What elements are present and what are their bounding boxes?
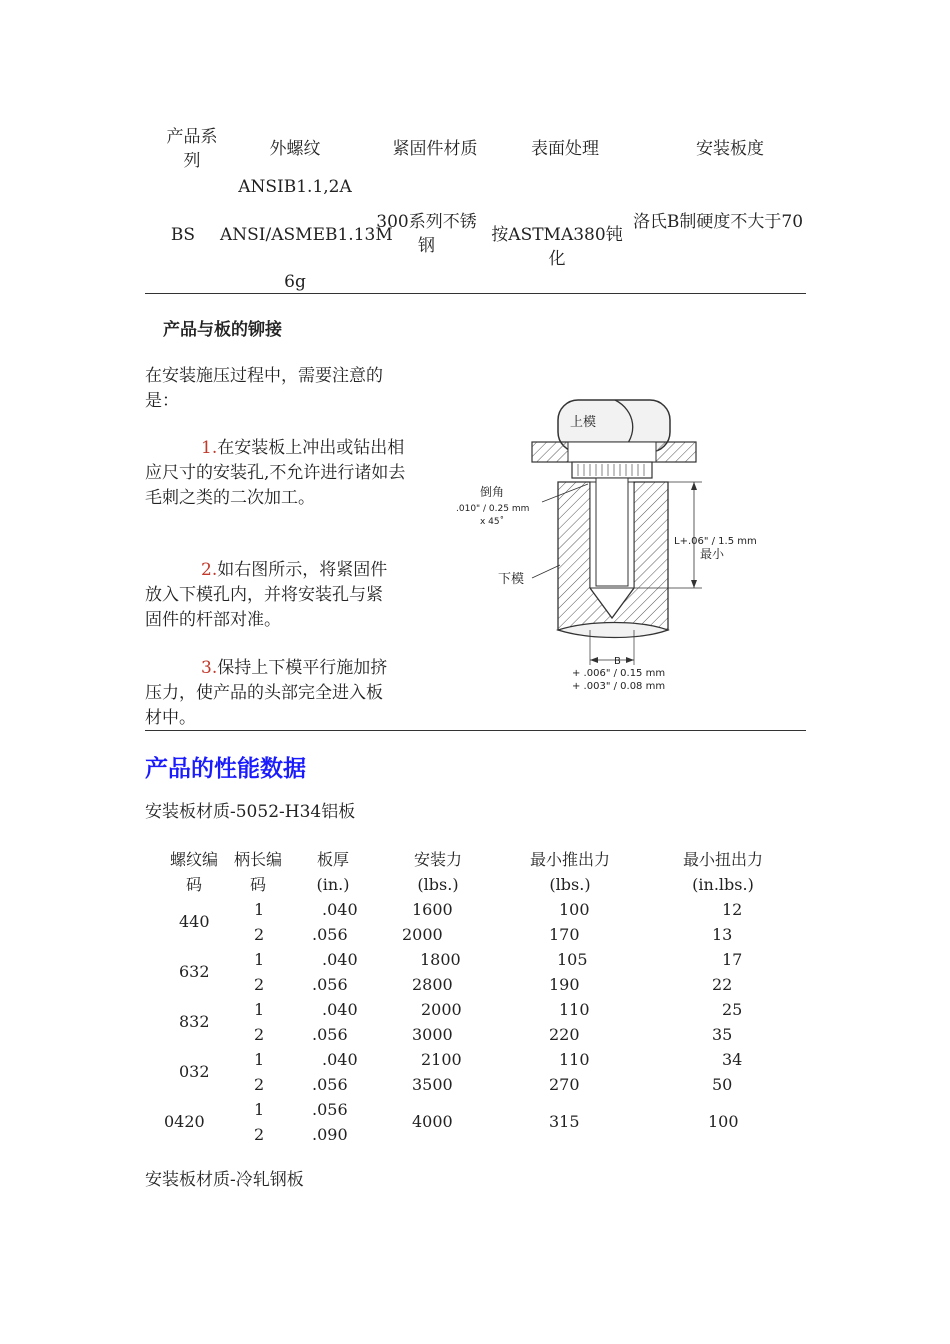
perf-code-832: 832 (179, 1012, 210, 1031)
step-2 (145, 558, 395, 633)
section-title-riveting: 产品与板的铆接 (163, 320, 282, 340)
step-2-text: 如右图所示，将紧固件放入下模孔内，并将安装孔与紧固件的杆部对准。 (145, 560, 388, 630)
perf-cell: 2 (254, 1075, 265, 1094)
perf-cell: 12 (722, 900, 743, 919)
perf-cell: 1 (254, 900, 265, 919)
length-dim-2: 最小 (700, 547, 725, 561)
spec-material: 300系列不锈钢 (376, 212, 477, 256)
perf-cell: .090 (312, 1125, 348, 1144)
b-dim-1: + .006" / 0.15 mm (572, 668, 666, 679)
perf-header-install-force: 安装力 (lbs.) (413, 850, 462, 894)
perf-cell: 3000 (412, 1025, 453, 1044)
perf-header-thread-code: 螺纹编 码 (169, 850, 218, 894)
perf-cell: 2 (254, 1125, 265, 1144)
step-2-number: 2. (201, 560, 218, 580)
perf-cell: 2000 (421, 1000, 462, 1019)
perf-cell: 25 (722, 1000, 743, 1019)
perf-cell: .040 (322, 900, 358, 919)
perf-cell: 100 (559, 900, 590, 919)
perf-cell: 1 (254, 1050, 265, 1069)
perf-header-thickness: 板厚 (in.) (316, 850, 350, 894)
spec-series: BS (170, 225, 196, 245)
perf-cell: 1 (254, 1100, 265, 1119)
perf-cell: 170 (549, 925, 580, 944)
perf-cell: 35 (712, 1025, 733, 1044)
divider-middle (145, 730, 806, 731)
fastener-head (572, 462, 652, 478)
perf-code-440: 440 (179, 912, 210, 931)
perf-cell: .056 (312, 1075, 348, 1094)
perf-cell: 4000 (412, 1112, 453, 1131)
chamfer-dim-2: x 45˚ (480, 517, 505, 527)
spec-header-surface: 表面处理 (531, 139, 599, 159)
material-caption-steel: 安装板材质-冷轧钢板 (145, 1170, 304, 1190)
perf-cell: .056 (312, 975, 348, 994)
divider-top (145, 293, 806, 294)
step-3-number: 3. (201, 658, 218, 678)
performance-title: 产品的性能数据 (145, 756, 306, 782)
perf-cell: 34 (722, 1050, 743, 1069)
perf-cell: 110 (559, 1000, 590, 1019)
perf-cell: .056 (312, 1100, 348, 1119)
spec-thread-line2: ANSI/ASMEB1.13M (220, 225, 393, 245)
spec-header-thread: 外螺纹 (269, 139, 321, 159)
perf-cell: 22 (712, 975, 733, 994)
spec-thread-line3: 6g (284, 272, 306, 292)
step-3-text: 保持上下模平行施加挤压力，使产品的头部完全进入板材中。 (145, 658, 388, 728)
perf-cell: .040 (322, 950, 358, 969)
perf-cell: 220 (549, 1025, 580, 1044)
chamfer-dim-1: .010" / 0.25 mm (456, 504, 530, 514)
spec-header-material: 紧固件材质 (392, 139, 478, 159)
perf-cell: 190 (549, 975, 580, 994)
perf-cell: .056 (312, 925, 348, 944)
perf-cell: 110 (559, 1050, 590, 1069)
perf-cell: 105 (557, 950, 588, 969)
step-1-text: 在安装板上冲出或钻出相应尺寸的安装孔,不允许进行诸如去毛刺之类的二次加工。 (145, 438, 406, 508)
perf-cell: 1 (254, 950, 265, 969)
perf-header-pushout: 最小推出力 (lbs.) (529, 850, 610, 894)
step-3 (145, 656, 395, 731)
riveting-diagram (440, 390, 770, 700)
perf-cell: 1 (254, 1000, 265, 1019)
chamfer-label: 倒角 (480, 485, 505, 499)
perf-cell: 2 (254, 975, 265, 994)
perf-cell: .056 (312, 1025, 348, 1044)
perf-cell: 315 (549, 1112, 580, 1131)
perf-cell: 17 (722, 950, 743, 969)
perf-cell: 2 (254, 1025, 265, 1044)
spec-thread-line1: ANSIB1.1,2A (238, 177, 352, 197)
step-1 (145, 436, 407, 511)
intro-text: 在安装施压过程中，需要注意的是： (145, 366, 383, 411)
perf-cell: 1600 (412, 900, 453, 919)
perf-cell: 2800 (412, 975, 453, 994)
perf-cell: 270 (549, 1075, 580, 1094)
spec-hardness: 洛氏B制硬度不大于70 (632, 212, 804, 232)
perf-header-shank-code: 柄长编 码 (233, 850, 282, 894)
upper-die-label: 上模 (570, 415, 597, 430)
perf-cell: 2100 (421, 1050, 462, 1069)
perf-cell: .040 (322, 1050, 358, 1069)
perf-cell: 100 (708, 1112, 739, 1131)
spec-header-hardness: 安装板度 (696, 139, 764, 159)
perf-cell: 50 (712, 1075, 733, 1094)
perf-cell: 13 (712, 925, 733, 944)
perf-cell: 3500 (412, 1075, 453, 1094)
step-1-number: 1. (201, 438, 218, 458)
perf-code-032: 032 (179, 1062, 210, 1081)
lower-die (558, 478, 668, 638)
perf-cell: 1800 (420, 950, 461, 969)
material-caption-aluminum: 安装板材质-5052-H34铝板 (145, 802, 356, 822)
perf-header-torqueout: 最小扭出力 (in.lbs.) (682, 850, 763, 894)
perf-cell: 2000 (402, 925, 443, 944)
b-label: B (614, 656, 621, 667)
perf-code-0420: 0420 (164, 1112, 205, 1131)
lower-die-label: 下模 (498, 572, 525, 587)
perf-cell: 2 (254, 925, 265, 944)
spec-header-series: 产品系列 (166, 127, 218, 171)
length-dim-1: L+.06" / 1.5 mm (674, 536, 757, 547)
spec-surface: 按ASTMA380钝化 (491, 225, 623, 269)
perf-cell: .040 (322, 1000, 358, 1019)
perf-code-632: 632 (179, 962, 210, 981)
b-dim-2: + .003" / 0.08 mm (572, 681, 666, 692)
